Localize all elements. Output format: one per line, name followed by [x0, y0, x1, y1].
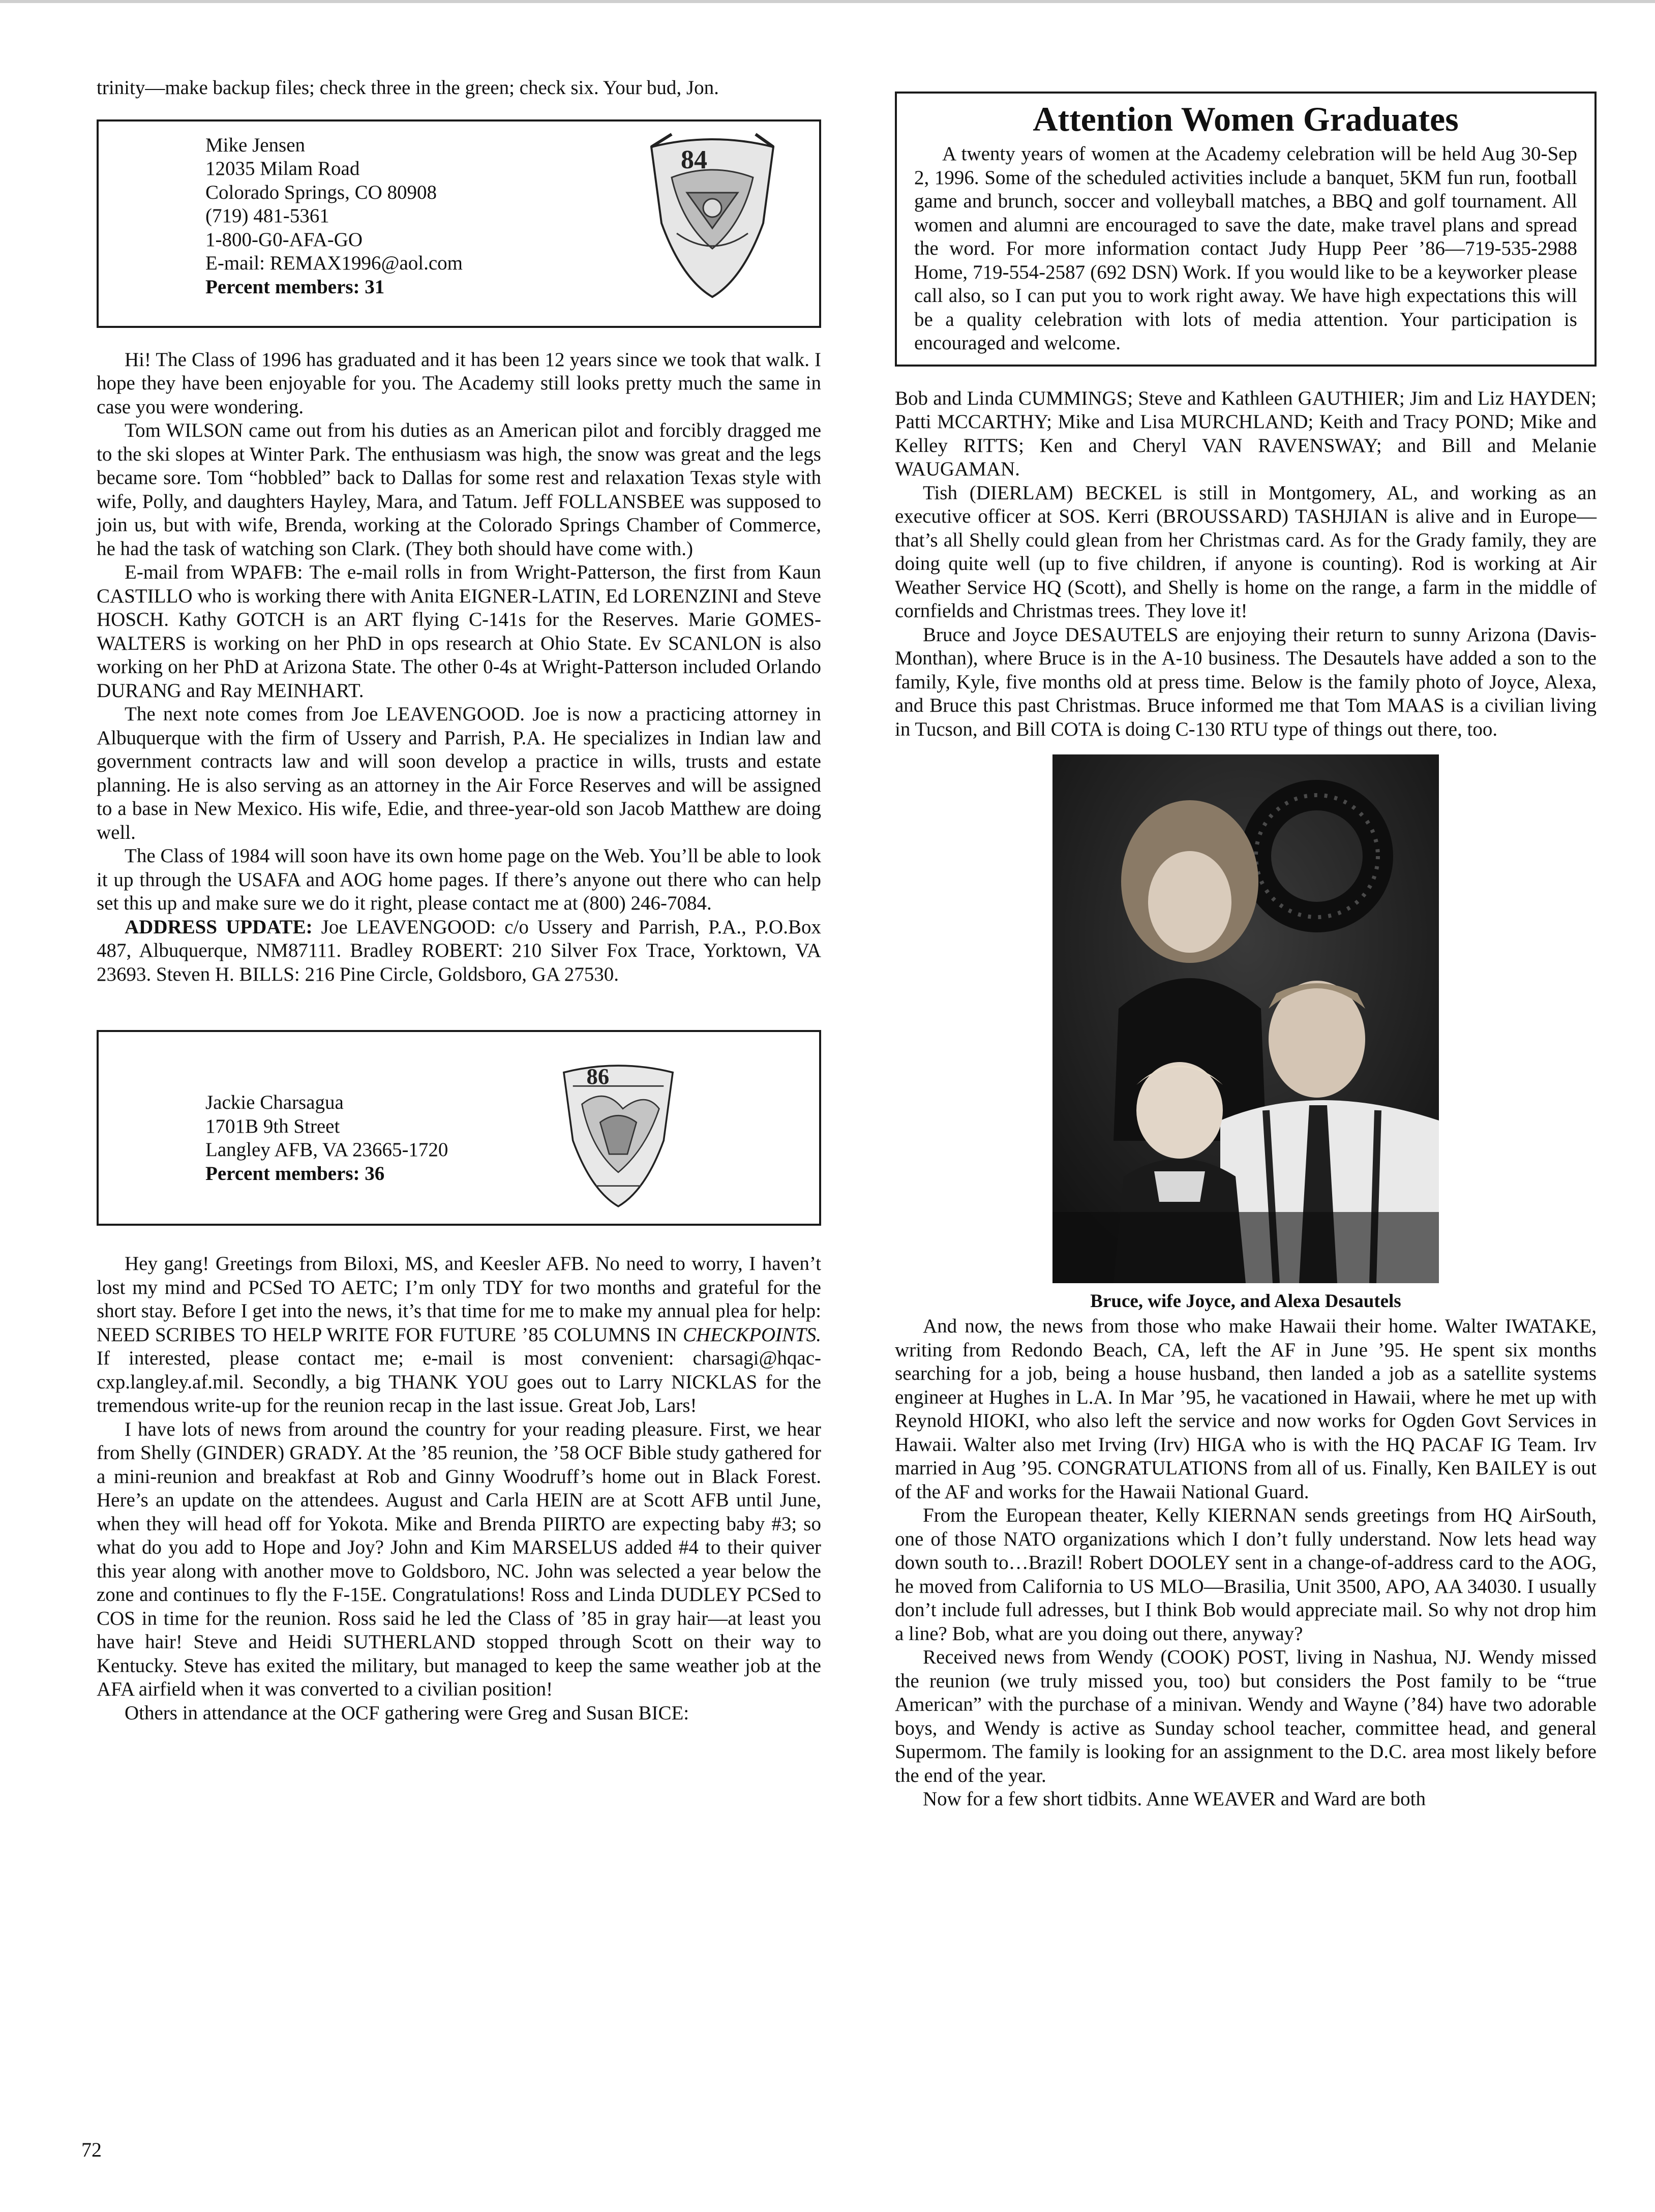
contact-tollfree: 1-800-G0-AFA-GO: [205, 228, 363, 251]
contact-email: E-mail: REMAX1996@aol.com: [205, 252, 463, 274]
body-paragraph: Bob and Linda CUMMINGS; Steve and Kathleen GAUTHIER; Jim and Liz HAYDEN; Patti MCCARTHY; Mike and Lisa MURCHLAND; Keith and Tracy POND; Mike and Kelley RITTS; Ken and Cheryl VAN RAVENSWAY; and Bill and Melanie WAUGAMAN.: [895, 387, 1597, 480]
class-crest-84-icon: [641, 132, 784, 299]
left-column: [97, 76, 821, 1725]
attention-text: A twenty years of women at the Academy celebration will be held Aug 30-Sep 2, 1996. Some of the scheduled activities include a banquet, 5KM fun run, football game and brunch, soccer and volleyball matches, a BBQ and golf tournament. All women and alumni are encouraged to save the date, make travel plans and spread the word. For more information contact Judy Hupp Peer ’86—719-535-2988 Home, 719-554-2587 (692 DSN) Work. If you would like to be a keyworker please call also, so I can put you to work right away. We have high expectations this will be a quality celebration with lots of media attention. Your participation is encouraged and welcome.: [914, 143, 1577, 354]
body-paragraph: [97, 1252, 821, 1418]
contact-address: [99, 1032, 819, 1186]
plea-text-end: If interested, please contact me; e-mail is most convenient: charsagi@hqac-cxp.langley.af.mil. Secondly, a big THANK YOU goes out to Larry NICKLAS for the tremendous write-up for the reunion recap in the last issue. Great Job, Lars!: [97, 1347, 821, 1416]
contact-street: 12035 Milam Road: [205, 158, 360, 179]
contact-city: Colorado Springs, CO 80908: [205, 181, 437, 203]
body-paragraph: Bruce and Joyce DESAUTELS are enjoying their return to sunny Arizona (Davis-Monthan), where Bruce is in the A-10 business. The Desautels have added a son to the family, Kyle, five months old at press time. Below is the family photo of Joyce, Alexa, and Bruce this past Christmas. Bruce informed me that Tom MAAS is a civilian living in Tucson, and Bill COTA is doing C-130 RTU type of things out there, too.: [895, 623, 1597, 740]
contact-phone: (719) 481-5361: [205, 205, 329, 227]
body-paragraph: I have lots of news from around the country for your reading pleasure. First, we hear from Shelly (GINDER) GRADY. At the ’85 reunion, the ’58 OCF Bible study gathered for a mini-reunion and breakfast at Rob and Ginny Woodruff’s home out in Black Forest. Here’s an update on the attendees. August and Carla HEIN are at Scott AFB until June, when they will head off for Yokota. Mike and Brenda PIIRTO are expecting baby #3; so what do you add to Hope and Joy? John and Kim MARSELUS added #4 to their quiver this year along with another move to Goldsboro, NC. John was selected a year below the zone and continues to fly the F-15E. Congratulations! Ross and Linda DUDLEY PCSed to COS in time for the reunion. Ross said he led the Class of ’85 in gray hair—at least you have hair! Steve and Heidi SUTHERLAND stopped through Scott on their way to Kentucky. Steve has exited the military, but managed to keep the same weather job at the AFA airfield when it was converted to a civilian position!: [97, 1418, 821, 1700]
page-top-rule: [0, 0, 1655, 3]
address-update-paragraph: [97, 916, 821, 987]
crest-year-label: 84: [681, 145, 707, 174]
address-update-label: ADDRESS UPDATE:: [125, 916, 313, 938]
contact-city: Langley AFB, VA 23665-1720: [205, 1139, 448, 1161]
class-crest-85-icon: [555, 1052, 682, 1215]
percent-members: Percent members: 31: [205, 276, 385, 298]
body-paragraph: Tom WILSON came out from his duties as an American pilot and forcibly dragged me to the ski slopes at Winter Park. The enthusiasm was high, the snow was great and the legs became sore. Tom “hobbled” back to Dallas for some rest and relaxation Texas style with wife, Polly, and daughters Hayley, Mara, and Tatum. Jeff FOLLANSBEE was supposed to join us, but with wife, Brenda, working at the Colorado Springs Chamber of Commerce, he had the task of watching son Clark. (They both should have come with.): [97, 419, 821, 560]
contact-street: 1701B 9th Street: [205, 1115, 340, 1137]
right-column: [895, 92, 1597, 1811]
body-paragraph: The next note comes from Joe LEAVENGOOD. Joe is now a practicing attorney in Albuquerque with the firm of Ussery and Parrish, P.A. He specializes in Indian law and government contracts law and will soon develop a practice in wills, trusts and estate planning. He is also serving as an attorney in the Air Force Reserves and will be assigned to a base in New Mexico. His wife, Edie, and three-year-old son Jacob Matthew are doing well.: [97, 703, 821, 843]
family-photo: [1052, 754, 1439, 1283]
class-85-contact-box: [97, 1030, 821, 1226]
contact-name: Mike Jensen: [205, 134, 306, 156]
body-paragraph: From the European theater, Kelly KIERNAN sends greetings from HQ AirSouth, one of those NATO organizations which I don’t fully understand. Now lets head way down south to…Brazil! Robert DOOLEY sent in a change-of-address card to the AOG, he moved from California to US MLO—Brasilia, Unit 3500, APO, AA 34030. I usually don’t include full adresses, but I think Bob would appreciate mail. So why not drop him a line? Bob, what are you doing out there, anyway?: [895, 1504, 1597, 1645]
body-paragraph: And now, the news from those who make Hawaii their home. Walter IWATAKE, writing from Redondo Beach, CA, left the AF in June ’95. He spent six months searching for a job, being a house husband, then landed a job as a satellite systems engineer at Hughes in L.A. In Mar ’95, he vacationed in Hawaii, where he met up with Reynold HIOKI, who also left the service and now works for Ogden Govt Services in Hawaii. Walter also met Irving (Irv) HIGA who is with the HQ PACAF IG Team. Irv married in Aug ’95. CONGRATULATIONS from all of us. Finally, Ken BAILEY is out of the AF and works for the Hawaii National Guard.: [895, 1315, 1597, 1503]
crest-year-label: 86: [586, 1063, 610, 1089]
body-paragraph: Tish (DIERLAM) BECKEL is still in Montgomery, AL, and working as an executive officer at SOS. Kerri (BROUSSARD) TASHJIAN is alive and in Europe—that’s all Shelly could glean from her Christmas card. As for the Grady family, they are doing quite well (up to five children, if anyone is counting). Rod is working at Air Weather Service HQ (Scott), and Shelly is home on the range, a farm in the middle of cornfields and Christmas trees. They love it!: [895, 481, 1597, 622]
body-paragraph: The Class of 1984 will soon have its own home page on the Web. You’ll be able to look it up through the USAFA and AOG home pages. If there’s anyone out there who can help set this up and make sure we do it right, please contact me at (800) 246-7084.: [97, 845, 821, 914]
attention-title: Attention Women Graduates: [1033, 100, 1459, 138]
body-paragraph: Received news from Wendy (COOK) POST, living in Nashua, NJ. Wendy missed the reunion (we truly missed you, too) but considers the Post family to be “true American” with the purchase of a minivan. Wendy and Wayne (’84) have two adorable boys, and Wendy is active as Sunday school teacher, committee head, and general Supermom. The family is looking for an assignment to the D.C. area most likely before the end of the year.: [895, 1646, 1597, 1786]
body-paragraph: Hi! The Class of 1996 has graduated and it has been 12 years since we took that walk. I hope they have been enjoyable for you. The Academy still looks pretty much the same in case you were wondering.: [97, 348, 821, 418]
intro-paragraph: trinity—make backup files; check three in the green; check six. Your bud, Jon.: [97, 77, 719, 99]
class-84-contact-box: [97, 119, 821, 328]
body-paragraph: Others in attendance at the OCF gathering were Greg and Susan BICE:: [125, 1702, 689, 1724]
address-update-text: Joe LEAVENGOOD: c/o Ussery and Parrish, P.A., P.O.Box 487, Albuquerque, NM87111. Bradley ROBERT: 210 Silver Fox Trace, Yorktown, VA 23693. Steven H. BILLS: 216 Pine Circle, Goldsboro, GA 27530.: [97, 916, 821, 985]
percent-members: Percent members: 36: [205, 1162, 385, 1185]
body-paragraph: E-mail from WPAFB: The e-mail rolls in from Wright-Patterson, the first from Kaun CASTILLO who is working there with Anita EIGNER-LATIN, Ed LORENZINI and Steve HOSCH. Kathy GOTCH is an ART flying C-141s for the Reserves. Marie GOMES-WALTERS is working on her PhD in ops research at Ohio State. Ev SCANLON is also working on her PhD at Arizona State. The other 0-4s at Wright-Patterson included Orlando DURANG and Ray MEINHART.: [97, 561, 821, 702]
page-number: 72: [81, 2138, 102, 2161]
body-paragraph: Now for a few short tidbits. Anne WEAVER and Ward are both: [923, 1788, 1426, 1810]
contact-name: Jackie Charsagua: [205, 1092, 344, 1113]
attention-women-graduates-box: [895, 92, 1597, 367]
plea-text-start: Hey gang! Greetings from Biloxi, MS, and Keesler AFB. No need to worry, I haven’t lost my mind and PCSed TO AETC; I’m only TDY for two months and grateful for the short stay. Before I get into the news, it’s that time for me to make my annual plea for help: NEED SCRIBES TO HELP WRITE FOR FUTURE ’85 COLUMNS IN: [97, 1253, 821, 1346]
magazine-title: CHECKPOINTS.: [683, 1323, 821, 1346]
photo-caption: Bruce, wife Joyce, and Alexa Desautels: [1090, 1291, 1401, 1312]
